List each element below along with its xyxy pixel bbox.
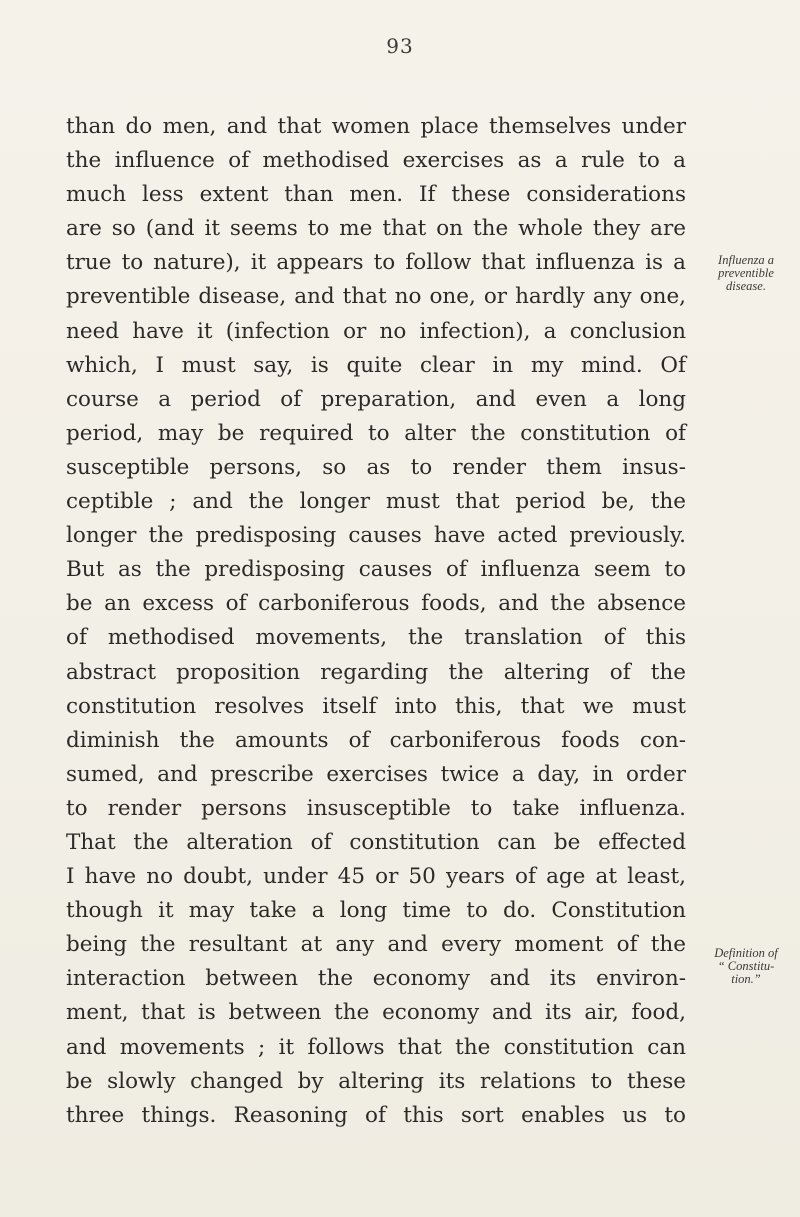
text-line: which, I must say, is quite clear in my mind. Of xyxy=(66,352,686,378)
text-line: the influence of methodised exercises as a rule to a xyxy=(66,148,686,174)
text-line: and movements ; it follows that the constitution can xyxy=(66,1034,686,1060)
sidenote-line: preventible xyxy=(718,266,774,280)
text-line: need have it (infection or no infection), a conclusion xyxy=(66,318,686,344)
text-line: course a period of preparation, and even a long xyxy=(66,386,686,412)
text-line: to render persons insusceptible to take influenza. xyxy=(66,795,686,821)
text-line: diminish the amounts of carboniferous foods con- xyxy=(66,727,686,753)
sidenote-influenza-preventible xyxy=(703,254,789,293)
text-line: true to nature), it appears to follow that influenza is a xyxy=(66,250,686,276)
text-line: period, may be required to alter the constitution of xyxy=(66,420,686,446)
text-line: ment, that is between the economy and its air, food, xyxy=(66,1000,686,1026)
text-line: I have no doubt, under 45 or 50 years of age at least, xyxy=(66,864,686,890)
text-line: though it may take a long time to do. Constitution xyxy=(66,898,686,924)
text-line: abstract proposition regarding the altering of the xyxy=(66,659,686,685)
text-line: ceptible ; and the longer must that period be, the xyxy=(66,489,686,515)
text-line: being the resultant at any and every moment of the xyxy=(66,932,686,958)
sidenote-line: Influenza a xyxy=(718,253,774,267)
text-line: three things. Reasoning of this sort enables us to xyxy=(66,1102,686,1128)
text-line: preventible disease, and that no one, or hardly any one, xyxy=(66,284,686,310)
body-text xyxy=(66,110,686,1133)
text-line: But as the predisposing causes of influenza seem to xyxy=(66,557,686,583)
text-line: than do men, and that women place themselves under xyxy=(66,114,686,139)
text-line: of methodised movements, the translation of this xyxy=(66,625,686,651)
sidenote-line: disease. xyxy=(726,279,766,293)
text-line: be slowly changed by altering its relations to these xyxy=(66,1068,686,1094)
text-line: That the alteration of constitution can be effected xyxy=(66,829,686,855)
text-line: sumed, and prescribe exercises twice a day, in order xyxy=(66,761,686,787)
text-line: are so (and it seems to me that on the whole they are xyxy=(66,216,686,242)
text-line: be an excess of carboniferous foods, and the absence xyxy=(66,591,686,617)
sidenote-line: Definition of xyxy=(714,946,778,960)
text-line: much less extent than men. If these considerations xyxy=(66,182,686,208)
text-line: longer the predisposing causes have acted previously. xyxy=(66,523,686,549)
text-line: constitution resolves itself into this, that we must xyxy=(66,693,686,719)
sidenote-line: tion.” xyxy=(731,972,761,986)
sidenote-definition-constitution xyxy=(703,947,789,986)
sidenote-line: “ Constitu- xyxy=(717,959,775,973)
page-number: 93 xyxy=(386,34,414,58)
text-line: interaction between the economy and its environ- xyxy=(66,966,686,992)
text-line: susceptible persons, so as to render them insus- xyxy=(66,454,686,480)
